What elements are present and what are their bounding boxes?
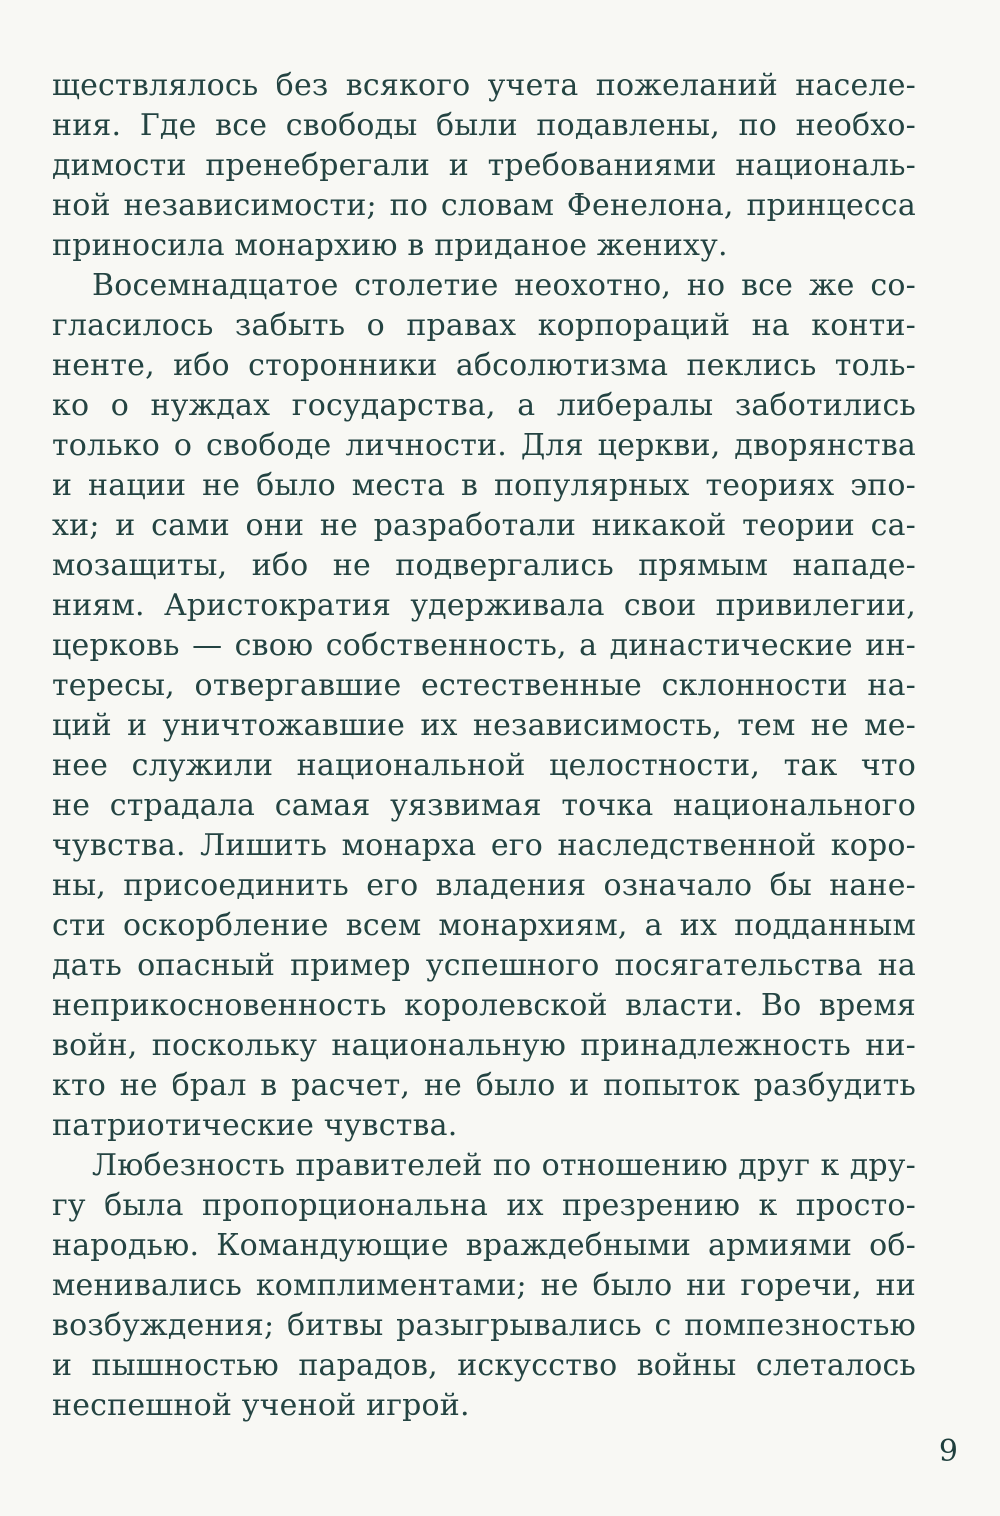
text-line: ной независимости; по словам Фенелона, принцесса [52, 188, 916, 223]
text-line: ций и уничтожавшие их независимость, тем не ме- [52, 708, 916, 743]
text-line: чувства. Лишить монарха его наследственной коро- [52, 828, 916, 863]
text-line: хи; и сами они не разработали никакой теории са- [52, 508, 916, 543]
text-line: нее служили национальной целостности, так что [52, 748, 916, 783]
text-line: ния. Где все свободы были подавлены, по необхо- [52, 108, 916, 143]
text-line: дать опасный пример успешного посягательства на [52, 948, 916, 983]
text-line: войн, поскольку национальную принадлежность ни- [52, 1028, 916, 1063]
text-line: неспешной ученой игрой. [52, 1388, 470, 1423]
text-line: гу была пропорциональна их презрению к просто- [52, 1188, 916, 1223]
text-line: патриотические чувства. [52, 1108, 458, 1143]
text-line: тересы, отвергавшие естественные склонности на- [52, 668, 916, 703]
text-line: кто не брал в расчет, не было и попыток разбудить [52, 1068, 916, 1103]
text-line: ко о нуждах государства, а либералы заботились [52, 388, 916, 423]
text-line: ны, присоединить его владения означало бы нане- [52, 868, 916, 903]
paragraph-3 [52, 1146, 916, 1426]
text-line: мозащиты, ибо не подвергались прямым нападе- [52, 548, 916, 583]
text-line: неприкосновенность королевской власти. Во время [52, 988, 916, 1023]
text-line: только о свободе личности. Для церкви, дворянства [52, 428, 916, 463]
text-line: гласилось забыть о правах корпораций на конти- [52, 308, 916, 343]
text-line: и нации не было места в популярных теориях эпо- [52, 468, 916, 503]
text-line: менивались комплиментами; не было ни горечи, ни [52, 1268, 916, 1303]
text-line: Восемнадцатое столетие неохотно, но все же со- [92, 268, 916, 303]
text-line: возбуждения; битвы разыгрывались с помпезностью [52, 1308, 916, 1343]
paragraph-1 [52, 66, 916, 266]
body-text [52, 66, 916, 1426]
text-line: не страдала самая уязвимая точка национального [52, 788, 916, 823]
text-line: ненте, ибо сторонники абсолютизма пеклись толь- [52, 348, 916, 383]
paragraph-2 [52, 266, 916, 1146]
text-line: церковь — свою собственность, а династические ин- [52, 628, 916, 663]
text-line: приносила монархию в приданое жениху. [52, 228, 728, 263]
text-line: димости пренебрегали и требованиями националь- [52, 148, 916, 183]
text-line: и пышностью парадов, искусство войны слеталось [52, 1348, 916, 1383]
text-line: народью. Командующие враждебными армиями об- [52, 1228, 916, 1263]
text-line: Любезность правителей по отношению друг к дру- [92, 1148, 916, 1183]
page-number: 9 [938, 1434, 958, 1469]
text-line: ниям. Аристократия удерживала свои привилегии, [52, 588, 916, 623]
text-line: ществлялось без всякого учета пожеланий населе- [52, 68, 916, 103]
text-line: сти оскорбление всем монархиям, а их подданным [52, 908, 916, 943]
